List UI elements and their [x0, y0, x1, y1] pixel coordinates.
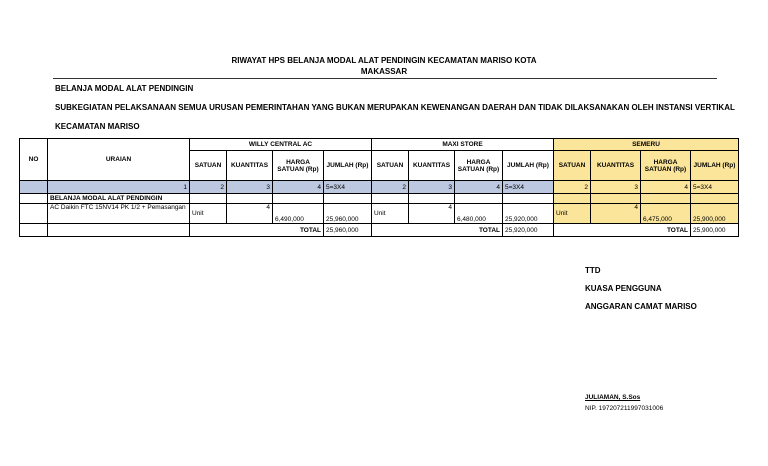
index-cell: 2 [554, 181, 591, 194]
total-row [20, 224, 739, 237]
satuan-header: SATUAN [554, 151, 591, 181]
index-cell [20, 181, 48, 194]
group-label: BELANJA MODAL ALAT PENDINGIN [48, 194, 190, 204]
index-cell: 5=3X4 [691, 181, 739, 194]
signature-role-line-1: KUASA PENGGUNA [585, 284, 662, 293]
signature-ttd: TTD [585, 266, 601, 275]
signatory-nip: NIP. 197207211997031006 [585, 405, 664, 412]
title-divider [53, 78, 717, 79]
index-cell: 4 [641, 181, 691, 194]
col-uraian-header: URAIAN [48, 139, 190, 181]
heading-kecamatan: KECAMATAN MARISO [55, 122, 140, 131]
table-cell [48, 224, 190, 237]
kuantitas-header: KUANTITAS [409, 151, 455, 181]
index-cell: 3 [227, 181, 273, 194]
vendor-header-maxi: MAXI STORE [372, 139, 554, 151]
item-harga: 6,480,000 [455, 204, 503, 224]
total-label: TOTAL [372, 224, 503, 237]
index-cell: 3 [409, 181, 455, 194]
item-satuan: Unit [190, 204, 227, 224]
signatory-name: JULIAMAN, S.Sos [585, 394, 641, 401]
document-title [0, 55, 768, 77]
header-row-vendors [20, 139, 739, 151]
signature-role-line-2: ANGGARAN CAMAT MARISO [585, 302, 697, 311]
title-line-1: RIWAYAT HPS BELANJA MODAL ALAT PENDINGIN KECAMATAN MARISO KOTA [231, 56, 537, 65]
table-cell [20, 224, 48, 237]
index-cell: 3 [591, 181, 641, 194]
heading-subkegiatan: SUBKEGIATAN PELAKSANAAN SEMUA URUSAN PEMERINTAHAN YANG BUKAN MERUPAKAN KEWENANGAN DAERAH DAN TIDAK DILAKSANAKAN OLEH INSTANSI VERTIKAL [55, 103, 735, 112]
harga-header: HARGA SATUAN (Rp) [455, 151, 503, 181]
index-cell: 5=3X4 [503, 181, 554, 194]
item-harga: 6,490,000 [273, 204, 324, 224]
total-value: 25,960,000 [324, 224, 372, 237]
satuan-header: SATUAN [190, 151, 227, 181]
item-jumlah: 25,900,000 [691, 204, 739, 224]
harga-header: HARGA SATUAN (Rp) [273, 151, 324, 181]
item-row [20, 204, 739, 224]
jumlah-header: JUMLAH (Rp) [503, 151, 554, 181]
total-value: 25,900,000 [691, 224, 739, 237]
index-row [20, 181, 739, 194]
table-cell [20, 194, 48, 204]
vendor-header-semeru: SEMERU [554, 139, 739, 151]
item-harga: 6,475,000 [641, 204, 691, 224]
col-no-header: NO [20, 139, 48, 181]
item-kuantitas: 4 [409, 204, 455, 224]
jumlah-header: JUMLAH (Rp) [691, 151, 739, 181]
index-cell: 1 [48, 181, 190, 194]
jumlah-header: JUMLAH (Rp) [324, 151, 372, 181]
item-satuan: Unit [554, 204, 591, 224]
index-cell: 4 [273, 181, 324, 194]
harga-header: HARGA SATUAN (Rp) [641, 151, 691, 181]
total-label: TOTAL [190, 224, 324, 237]
table-cell [20, 204, 48, 224]
total-label: TOTAL [554, 224, 691, 237]
item-jumlah: 25,920,000 [503, 204, 554, 224]
vendor-header-willy: WILLY CENTRAL AC [190, 139, 372, 151]
satuan-header: SATUAN [372, 151, 409, 181]
item-satuan: Unit [372, 204, 409, 224]
index-cell: 2 [372, 181, 409, 194]
hps-table [19, 138, 739, 237]
item-kuantitas: 4 [591, 204, 641, 224]
total-value: 25,920,000 [503, 224, 554, 237]
item-kuantitas: 4 [227, 204, 273, 224]
kuantitas-header: KUANTITAS [227, 151, 273, 181]
item-jumlah: 25,960,000 [324, 204, 372, 224]
index-cell: 4 [455, 181, 503, 194]
group-row [20, 194, 739, 204]
heading-belanja: BELANJA MODAL ALAT PENDINGIN [55, 84, 194, 93]
index-cell: 2 [190, 181, 227, 194]
item-uraian: AC Daikin FTC 15NV14 PK 1/2 + Pemasangan [48, 204, 190, 224]
title-line-2: MAKASSAR [360, 67, 408, 76]
kuantitas-header: KUANTITAS [591, 151, 641, 181]
index-cell: 5=3X4 [324, 181, 372, 194]
